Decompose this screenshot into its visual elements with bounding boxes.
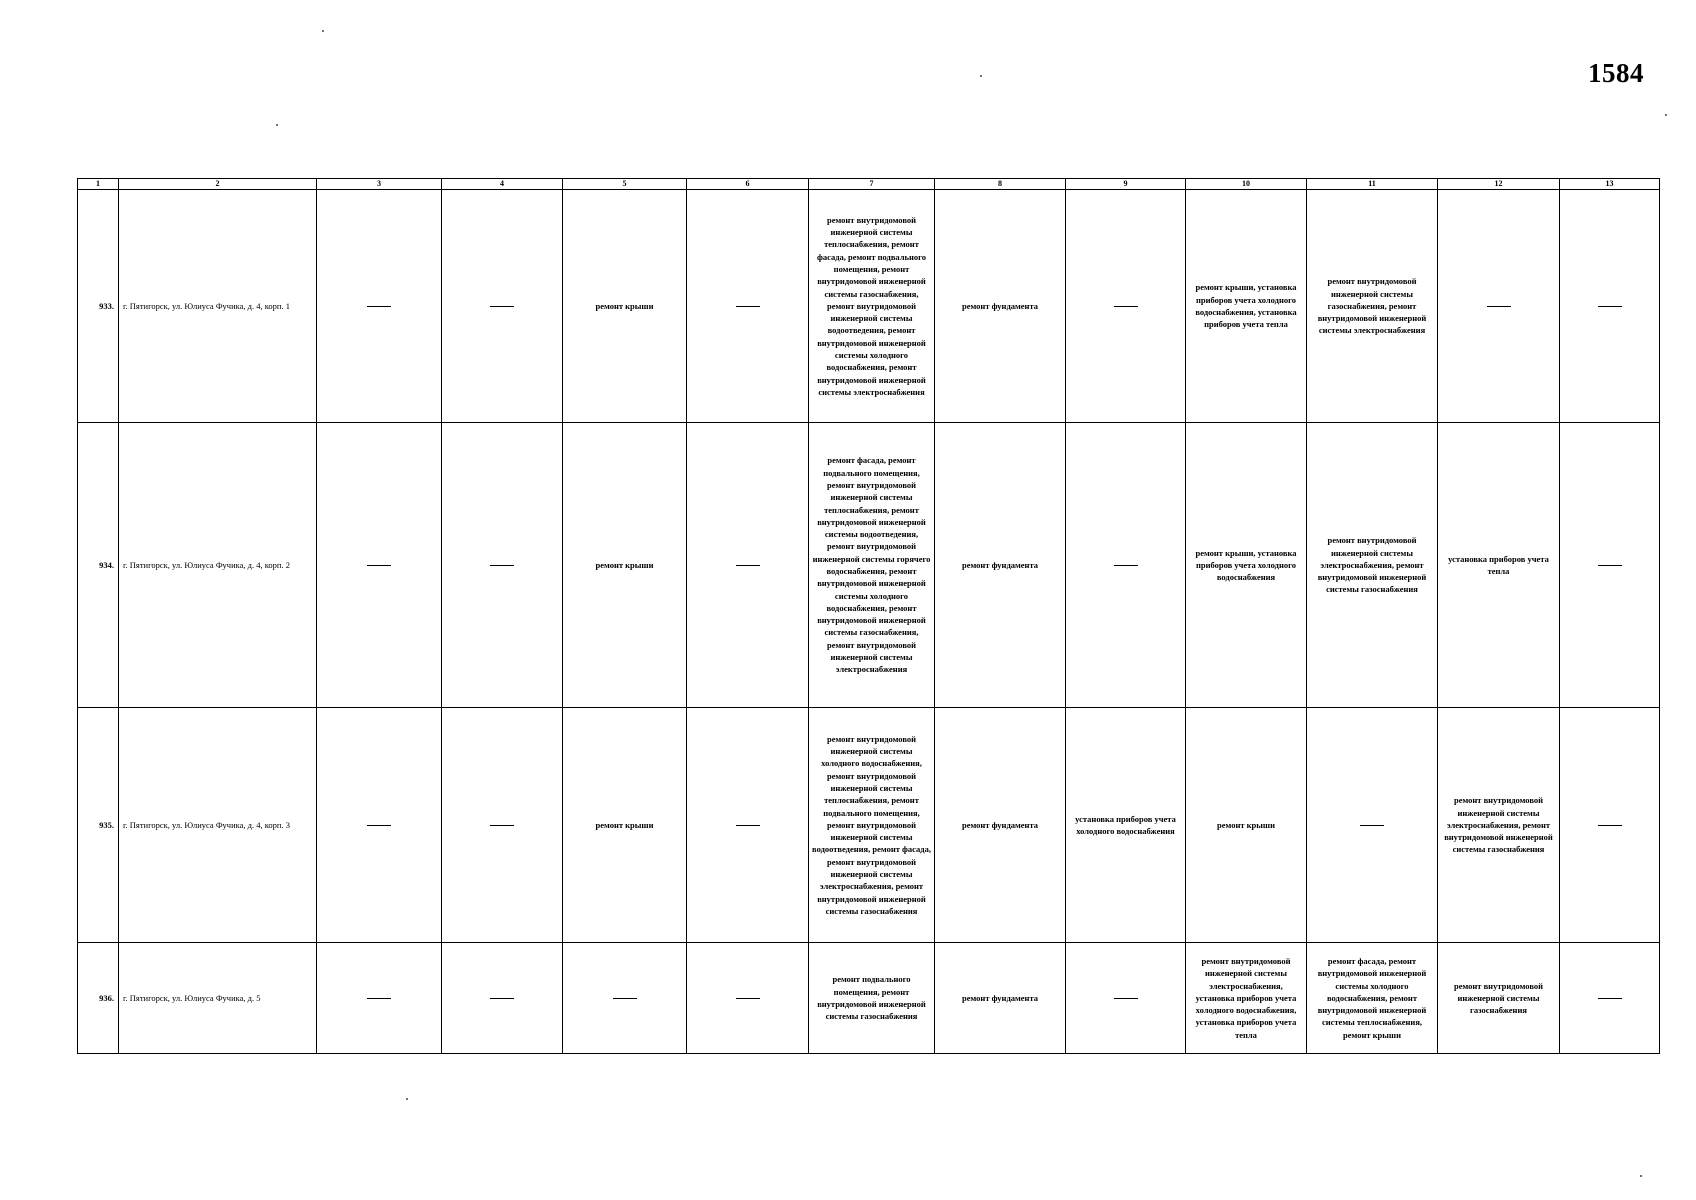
dash-mark (613, 998, 637, 999)
dash-mark (1598, 825, 1622, 826)
dash-mark (1598, 306, 1622, 307)
cell-col3 (317, 423, 442, 708)
cell-col9 (1066, 190, 1186, 423)
cell-col10: ремонт крыши (1186, 708, 1307, 943)
cell-col6 (687, 943, 809, 1054)
row-number: 934. (78, 423, 119, 708)
column-number: 9 (1066, 179, 1186, 190)
cell-col4 (442, 423, 563, 708)
cell-col8: ремонт фундамента (935, 943, 1066, 1054)
page-number: 1584 (1588, 58, 1644, 88)
column-number: 10 (1186, 179, 1307, 190)
dash-mark (736, 565, 760, 566)
dash-mark (736, 998, 760, 999)
cell-col7: ремонт внутридомовой инженерной системы теплоснабжения, ремонт фасада, ремонт подвального помещения, ремонт внутридомовой инженерной системы газоснабжения, ремонт внутридомовой инженерной системы водоотведения, ремонт внутридомовой инженерной системы холодного водоснабжения, ремонт внутридомовой инженерной системы электроснабжения (809, 190, 935, 423)
column-number: 12 (1438, 179, 1560, 190)
cell-col5: ремонт крыши (563, 423, 687, 708)
column-number: 3 (317, 179, 442, 190)
address-cell: г. Пятигорск, ул. Юлиуса Фучика, д. 4, корп. 2 (119, 423, 317, 708)
cell-col10: ремонт крыши, установка приборов учета холодного водоснабжения (1186, 423, 1307, 708)
dash-mark (367, 565, 391, 566)
cell-col8: ремонт фундамента (935, 423, 1066, 708)
cell-col9 (1066, 423, 1186, 708)
cell-col8: ремонт фундамента (935, 190, 1066, 423)
dash-mark (490, 306, 514, 307)
cell-col6 (687, 190, 809, 423)
dash-mark (736, 825, 760, 826)
dash-mark (367, 306, 391, 307)
address-cell: г. Пятигорск, ул. Юлиуса Фучика, д. 4, корп. 3 (119, 708, 317, 943)
cell-col5: ремонт крыши (563, 708, 687, 943)
cell-col8: ремонт фундамента (935, 708, 1066, 943)
cell-col13 (1560, 423, 1660, 708)
address-cell: г. Пятигорск, ул. Юлиуса Фучика, д. 4, корп. 1 (119, 190, 317, 423)
column-number: 8 (935, 179, 1066, 190)
scan-speck (980, 75, 982, 77)
dash-mark (1114, 998, 1138, 999)
cell-col13 (1560, 943, 1660, 1054)
cell-col3 (317, 190, 442, 423)
dash-mark (1487, 306, 1511, 307)
cell-col10: ремонт внутридомовой инженерной системы электроснабжения, установка приборов учета холодного водоснабжения, установка приборов учета тепла (1186, 943, 1307, 1054)
table-row (78, 423, 1660, 708)
cell-col3 (317, 708, 442, 943)
dash-mark (1598, 998, 1622, 999)
dash-mark (1114, 565, 1138, 566)
scan-speck (1665, 114, 1667, 116)
scan-speck (276, 124, 278, 126)
dash-mark (1598, 565, 1622, 566)
row-number: 936. (78, 943, 119, 1054)
cell-col5: ремонт крыши (563, 190, 687, 423)
repair-schedule-table (77, 178, 1660, 1054)
cell-col7: ремонт подвального помещения, ремонт внутридомовой инженерной системы газоснабжения (809, 943, 935, 1054)
scan-speck (406, 1098, 408, 1100)
cell-col9: установка приборов учета холодного водоснабжения (1066, 708, 1186, 943)
cell-col11: ремонт фасада, ремонт внутридомовой инженерной системы холодного водоснабжения, ремонт внутридомовой инженерной системы теплоснабжения, ремонт крыши (1307, 943, 1438, 1054)
cell-col11: ремонт внутридомовой инженерной системы электроснабжения, ремонт внутридомовой инженерной системы газоснабжения (1307, 423, 1438, 708)
cell-col7: ремонт фасада, ремонт подвального помещения, ремонт внутридомовой инженерной системы теплоснабжения, ремонт внутридомовой инженерной системы водоотведения, ремонт внутридомовой инженерной системы горячего водоснабжения, ремонт внутридомовой инженерной системы холодного водоснабжения, ремонт внутридомовой инженерной системы газоснабжения, ремонт внутридомовой инженерной системы электроснабжения (809, 423, 935, 708)
cell-col13 (1560, 708, 1660, 943)
column-number: 4 (442, 179, 563, 190)
cell-col4 (442, 190, 563, 423)
column-number-row (78, 179, 1660, 190)
column-number: 11 (1307, 179, 1438, 190)
scan-speck (1640, 1175, 1642, 1177)
cell-col5 (563, 943, 687, 1054)
table-row (78, 943, 1660, 1054)
cell-col4 (442, 708, 563, 943)
cell-col11 (1307, 708, 1438, 943)
column-number: 5 (563, 179, 687, 190)
cell-col12: ремонт внутридомовой инженерной системы газоснабжения (1438, 943, 1560, 1054)
cell-col7: ремонт внутридомовой инженерной системы холодного водоснабжения, ремонт внутридомовой инженерной системы теплоснабжения, ремонт подвального помещения, ремонт внутридомовой инженерной системы водоотведения, ремонт фасада, ремонт внутридомовой инженерной системы электроснабжения, ремонт внутридомовой инженерной системы газоснабжения (809, 708, 935, 943)
column-number: 2 (119, 179, 317, 190)
cell-col6 (687, 423, 809, 708)
cell-col4 (442, 943, 563, 1054)
column-number: 1 (78, 179, 119, 190)
row-number: 933. (78, 190, 119, 423)
column-number: 7 (809, 179, 935, 190)
dash-mark (1114, 306, 1138, 307)
dash-mark (490, 565, 514, 566)
dash-mark (1360, 825, 1384, 826)
cell-col12: установка приборов учета тепла (1438, 423, 1560, 708)
dash-mark (490, 998, 514, 999)
cell-col9 (1066, 943, 1186, 1054)
cell-col12: ремонт внутридомовой инженерной системы электроснабжения, ремонт внутридомовой инженерной системы газоснабжения (1438, 708, 1560, 943)
cell-col6 (687, 708, 809, 943)
scan-speck (322, 30, 324, 32)
column-number: 13 (1560, 179, 1660, 190)
cell-col12 (1438, 190, 1560, 423)
cell-col11: ремонт внутридомовой инженерной системы газоснабжения, ремонт внутридомовой инженерной системы электроснабжения (1307, 190, 1438, 423)
dash-mark (367, 825, 391, 826)
table-row (78, 708, 1660, 943)
table-row (78, 190, 1660, 423)
dash-mark (736, 306, 760, 307)
row-number: 935. (78, 708, 119, 943)
column-number: 6 (687, 179, 809, 190)
cell-col3 (317, 943, 442, 1054)
cell-col10: ремонт крыши, установка приборов учета холодного водоснабжения, установка приборов учета тепла (1186, 190, 1307, 423)
dash-mark (367, 998, 391, 999)
address-cell: г. Пятигорск, ул. Юлиуса Фучика, д. 5 (119, 943, 317, 1054)
cell-col13 (1560, 190, 1660, 423)
dash-mark (490, 825, 514, 826)
